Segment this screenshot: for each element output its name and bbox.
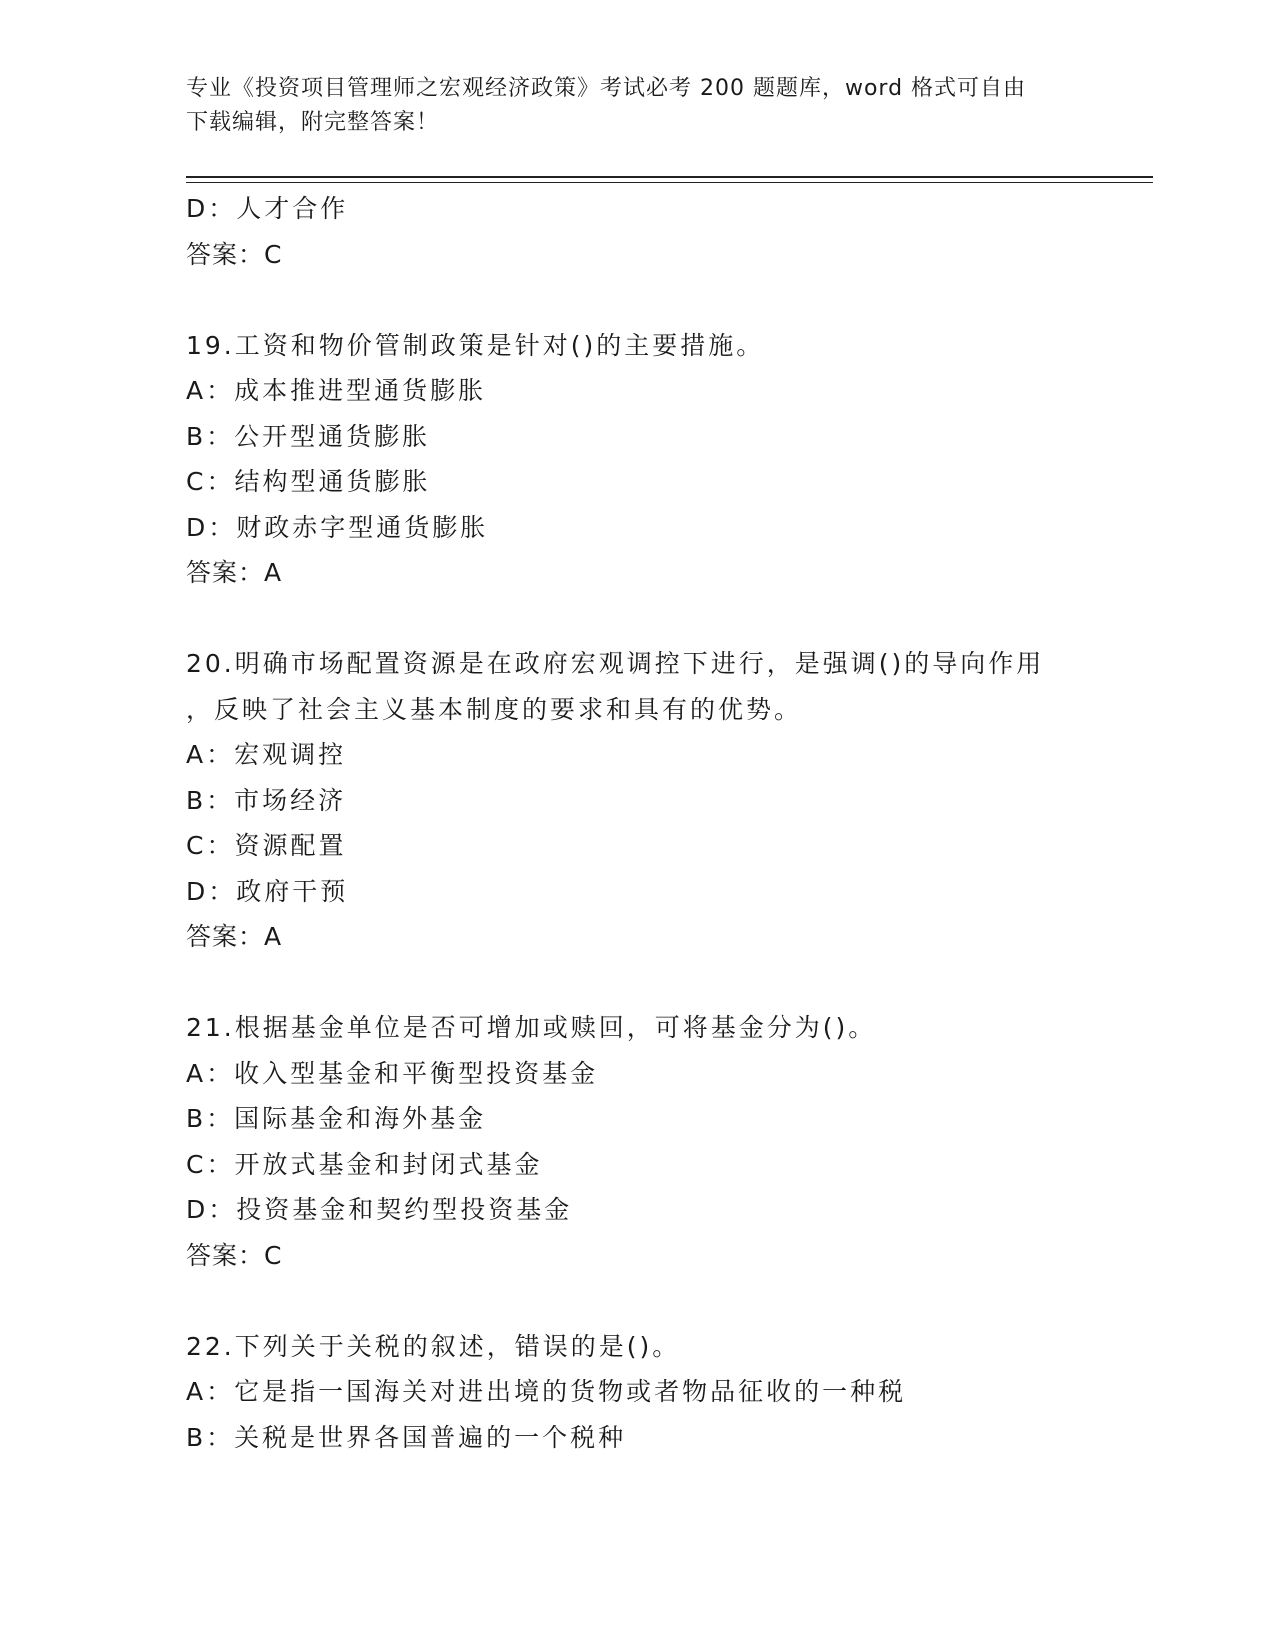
question-list (186, 186, 1146, 1460)
question-19 (186, 323, 1146, 596)
question-text-line-1: 20.明确市场配置资源是在政府宏观调控下进行，是强调()的导向作用 (186, 649, 1045, 678)
option-b: B：公开型通货膨胀 (186, 421, 431, 451)
question-21 (186, 1005, 1146, 1278)
question-20 (186, 641, 1146, 960)
option-b: B：关税是世界各国普遍的一个税种 (186, 1422, 627, 1452)
option-d: D：财政赤字型通货膨胀 (186, 512, 489, 542)
option-c: C：结构型通货膨胀 (186, 467, 431, 496)
option-a: A：它是指一国海关对进出境的货物或者物品征收的一种税 (186, 1377, 907, 1406)
option-b: B：市场经济 (186, 785, 347, 815)
option-d: D：人才合作 (186, 194, 349, 223)
document-header (186, 72, 1086, 140)
spacer (186, 277, 1146, 323)
question-18-tail (186, 186, 1146, 277)
header-rule-thin (186, 182, 1153, 183)
answer: 答案：C (186, 1240, 283, 1270)
answer: 答案：A (186, 558, 283, 587)
answer: 答案：C (186, 239, 283, 269)
answer: 答案：A (186, 922, 283, 951)
option-d: D：投资基金和契约型投资基金 (186, 1195, 573, 1224)
question-text: 22.下列关于关税的叙述，错误的是()。 (186, 1331, 681, 1361)
option-a: A：收入型基金和平衡型投资基金 (186, 1058, 599, 1088)
spacer (186, 1278, 1146, 1324)
option-b: B：国际基金和海外基金 (186, 1104, 487, 1133)
header-line-2: 下载编辑，附完整答案！ (186, 110, 440, 135)
option-a: A：宏观调控 (186, 740, 347, 769)
spacer (186, 960, 1146, 1006)
option-c: C：资源配置 (186, 831, 347, 860)
question-22 (186, 1324, 1146, 1461)
option-d: D：政府干预 (186, 876, 349, 906)
question-text: 19.工资和物价管制政策是针对()的主要措施。 (186, 330, 765, 360)
spacer (186, 596, 1146, 642)
header-line-1: 专业《投资项目管理师之宏观经济政策》考试必考 200 题题库，word 格式可自由 (186, 76, 1027, 101)
header-rule-thick (186, 176, 1153, 178)
question-text-line-2: ，反映了社会主义基本制度的要求和具有的优势。 (186, 694, 803, 724)
question-text: 21.根据基金单位是否可增加或赎回，可将基金分为()。 (186, 1013, 877, 1042)
option-c: C：开放式基金和封闭式基金 (186, 1149, 543, 1179)
option-a: A：成本推进型通货膨胀 (186, 376, 487, 405)
